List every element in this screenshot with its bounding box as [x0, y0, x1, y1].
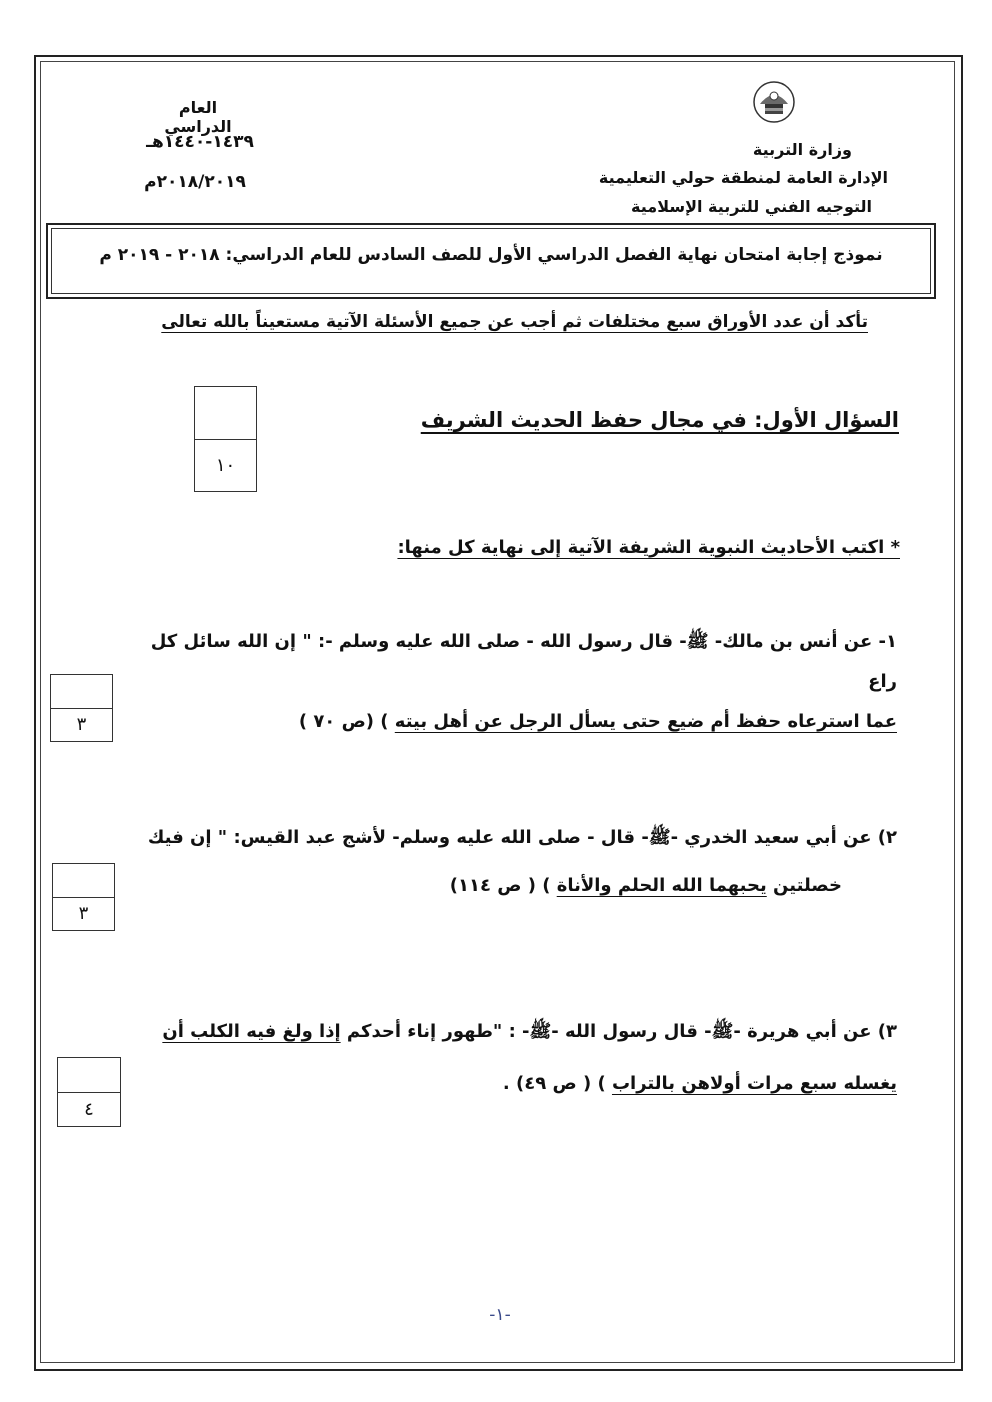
academic-year-label: العام الدراسي — [164, 98, 232, 136]
section-score-box — [194, 386, 257, 492]
year-hijri: ١٤٣٩-١٤٤٠هـ — [146, 132, 254, 152]
score-blank — [58, 1058, 120, 1093]
hadith-3-answer-part2: يغسله سبع مرات أولاهن بالتراب — [611, 1073, 897, 1094]
hadith-1 — [127, 622, 897, 742]
hadith-2-ref: ) ( ص ١١٤) — [449, 875, 551, 896]
exam-title: نموذج إجابة امتحان نهاية الفصل الدراسي الأول للصف السادس للعام الدراسي: ٢٠١٨ - ٢٠١٩ م — [99, 245, 883, 265]
hadith-1-line2 — [127, 702, 897, 742]
hadith-2-answer: يحبهما الله الحلم والأناة — [556, 875, 767, 896]
hadith-2-score-box — [52, 863, 115, 931]
hadith-2 — [127, 818, 897, 906]
hadith-3-score: ٤ — [84, 1098, 94, 1120]
ministry-emblem-icon — [752, 80, 796, 124]
hadith-3-line1 — [127, 1012, 897, 1052]
hadith-2-pre: خصلتين — [773, 875, 842, 896]
hadith-1-score: ٣ — [76, 714, 87, 735]
hadith-3-answer-part1: إذا ولغ فيه الكلب أن — [162, 1021, 341, 1042]
instructions: تأكد أن عدد الأوراق سبع مختلفات ثم أجب عن جميع الأسئلة الآتية مستعيناً بالله تعالى — [161, 312, 868, 332]
hadith-1-answer: عما استرعاه حفظ أم ضيع حتى يسأل الرجل عن أهل بيته — [394, 711, 897, 732]
hadith-3-ref: ) ( ص ٤٩) . — [502, 1073, 606, 1094]
year-gregorian: ٢٠١٨/٢٠١٩م — [144, 172, 246, 192]
section-title: السؤال الأول: في مجال حفظ الحديث الشريف — [420, 408, 899, 432]
hadith-3-pre: ٣) عن أبي هريرة -ﷺ- قال رسول الله -ﷺ- : "طهور إناء أحدكم — [346, 1021, 897, 1042]
hadith-3-line2 — [127, 1064, 897, 1104]
hadith-1-line1: ١- عن أنس بن مالك- ﷺ- قال رسول الله - صلى الله عليه وسلم -: " إن الله سائل كل راع — [150, 631, 897, 692]
page-number: -١- — [489, 1305, 511, 1325]
supervision-name: التوجيه الفني للتربية الإسلامية — [631, 197, 872, 216]
exam-title-banner — [46, 223, 936, 299]
hadith-2-line1: ٢) عن أبي سعيد الخدري -ﷺ- قال - صلى الله عليه وسلم- لأشج عبد القيس: " إن فيك — [147, 827, 897, 848]
hadith-2-line2 — [127, 866, 842, 906]
hadith-1-ref: ) (ص ٧٠ ) — [298, 711, 389, 732]
hadith-2-score: ٣ — [78, 903, 89, 924]
score-blank — [53, 864, 114, 898]
ministry-name: وزارة التربية — [752, 140, 852, 159]
section-score-total: ١٠ — [215, 454, 236, 476]
hadith-3 — [127, 1012, 897, 1104]
hadith-1-score-box — [50, 674, 113, 742]
score-blank — [195, 387, 256, 440]
hadith-3-score-box — [57, 1057, 121, 1127]
directorate-name: الإدارة العامة لمنطقة حولي التعليمية — [598, 168, 888, 187]
score-blank — [51, 675, 112, 709]
section-prompt: * اكتب الأحاديث النبوية الشريفة الآتية إلى نهاية كل منها: — [397, 537, 900, 558]
